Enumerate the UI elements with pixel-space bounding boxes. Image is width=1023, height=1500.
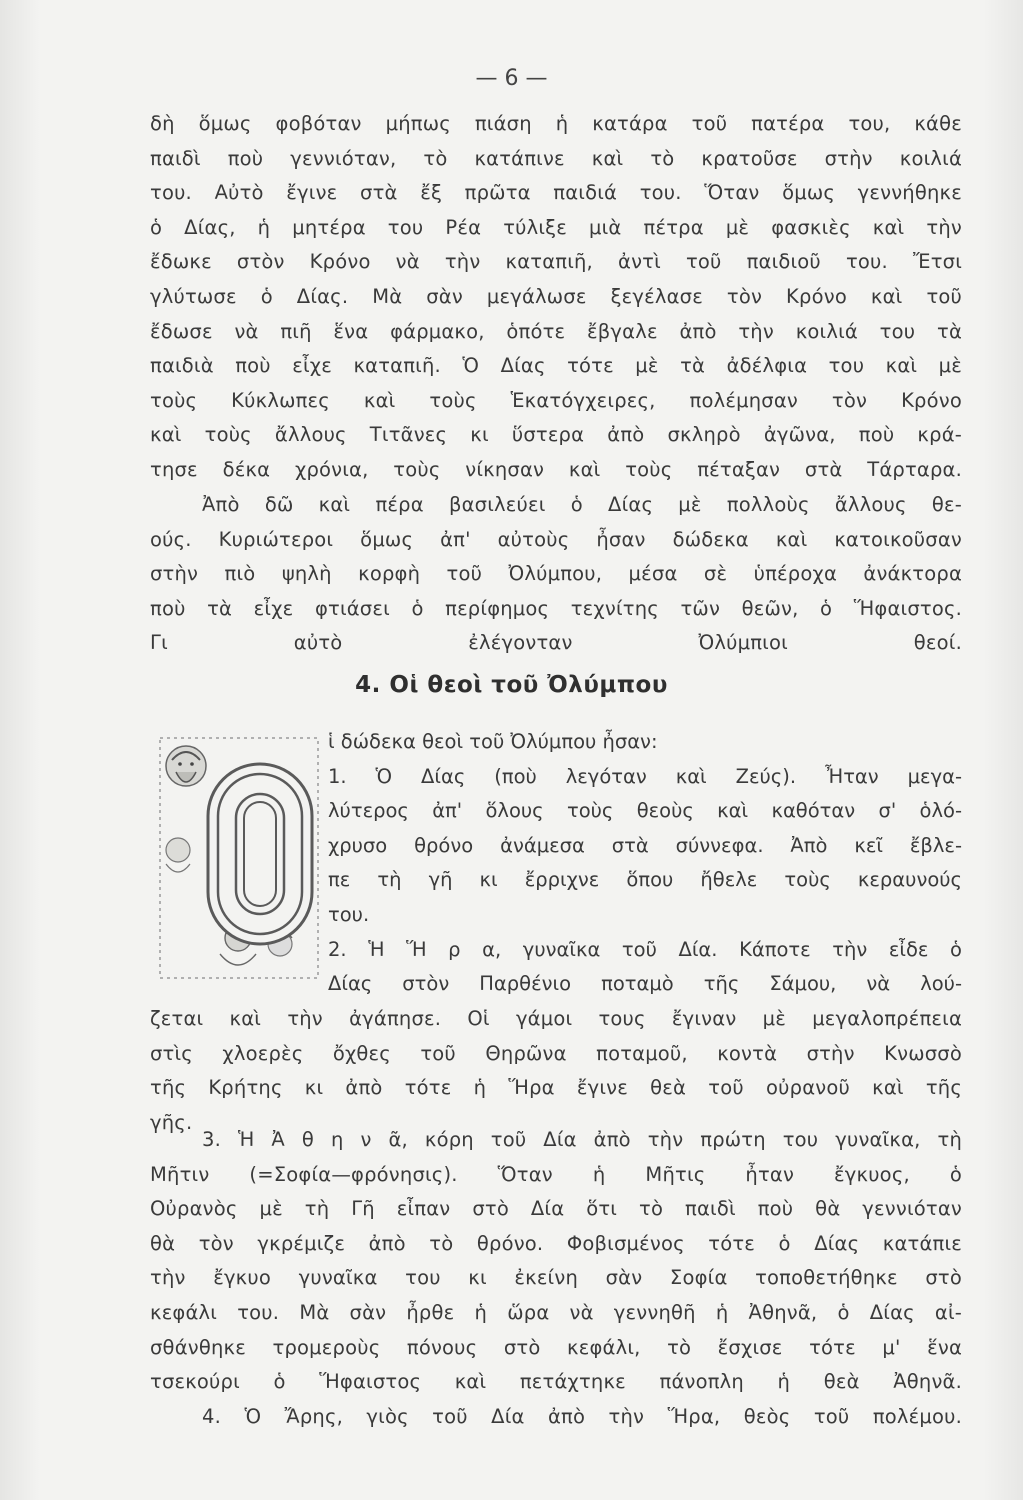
text-line: παιδιὰ ποὺ εἶχε καταπιῆ. Ὁ Δίας τότε μὲ τὰ ἀδέλφια του καὶ μὲ xyxy=(150,354,962,378)
text-line: ούς. Κυριώτεροι ὅμως ἀπ' αὐτοὺς ἦσαν δώδεκα καὶ κατοικοῦσαν xyxy=(150,527,962,551)
text-line: θὰ τὸν γκρέμιζε ἀπὸ τὸ θρόνο. Φοβισμένος τότε ὁ Δίας κατάπιε xyxy=(150,1231,962,1255)
dropcap-text-lines xyxy=(328,725,962,1002)
text-line: Ἀπὸ δῶ καὶ πέρα βασιλεύει ὁ Δίας μὲ πολλοὺς ἄλλους θε- xyxy=(202,493,962,516)
paragraph-5 xyxy=(150,1400,962,1435)
text-line: στὶς χλοερὲς ὄχθες τοῦ Θηρῶνα ποταμοῦ, κοντὰ στὴν Κνωσσὸ xyxy=(150,1041,962,1065)
text-line: τοὺς Κύκλωπες καὶ τοὺς Ἑκατόγχειρες, πολέμησαν τὸν Κρόνο xyxy=(150,388,962,412)
text-line: σθάνθηκε τρομεροὺς πόνους στὸ κεφάλι, τὸ ἔσχισε τότε μ' ἕνα xyxy=(150,1335,962,1359)
text-line: του. Αὐτὸ ἔγινε στὰ ἔξ πρῶτα παιδιά του. Ὅταν ὅμως γεννήθηκε xyxy=(150,181,962,205)
paragraph-1 xyxy=(150,107,962,488)
cherub-figure-icon xyxy=(166,838,190,872)
text-line: ἔδωσε νὰ πιῆ ἕνα φάρμακο, ὁπότε ἔβγαλε ἀπὸ τὴν κοιλιά του τὰ xyxy=(150,319,962,343)
text-line: στὴν πιὸ ψηλὴ κορφὴ τοῦ Ὀλύμπου, μέσα σὲ ὑπέροχα ἀνάκτορα xyxy=(150,562,962,586)
dropcap-letter-o xyxy=(208,764,312,944)
text-line: Γι αὐτὸ ἐλέγονταν Ὀλύμπιοι θεοί. xyxy=(150,631,962,655)
paragraph-3 xyxy=(150,1002,962,1140)
text-line: πε τὴ γῆ κι ἔρριχνε ὅπου ἤθελε τοὺς κεραυνούς xyxy=(328,868,962,892)
text-line: Δίας στὸν Παρθένιο ποταμὸ τῆς Σάμου, νὰ λού- xyxy=(328,972,962,996)
text-line: ἔδωκε στὸν Κρόνο νὰ τὴν καταπιῆ, ἀντὶ τοῦ παιδιοῦ του. Ἔτσι xyxy=(150,250,962,274)
text-line: Οὐρανὸς μὲ τὴ Γῆ εἶπαν στὸ Δία ὅτι τὸ παιδὶ ποὺ θὰ γεννιόταν xyxy=(150,1197,962,1221)
text-line: τησε δέκα χρόνια, τοὺς νίκησαν καὶ τοὺς πέταξαν στὰ Τάρταρα. xyxy=(150,457,962,481)
text-line: ζεται καὶ τὴν ἀγάπησε. Οἱ γάμοι τους ἔγιναν μὲ μεγαλοπρέπεια xyxy=(150,1007,962,1030)
page-number: — 6 — xyxy=(475,66,548,91)
text-line: Μῆτιν (=Σοφία—φρόνησις). Ὅταν ἡ Μῆτις ἦταν ἔγκυος, ὁ xyxy=(150,1162,962,1186)
text-line: του. xyxy=(328,902,370,926)
bearded-god-head-icon xyxy=(166,746,206,786)
text-line: 1. Ὁ Δίας (ποὺ λεγόταν καὶ Ζεύς). Ἦταν μεγα- xyxy=(328,764,962,788)
decorative-dropcap-illustration xyxy=(158,730,320,982)
text-line: γλύτωσε ὁ Δίας. Μὰ σὰν μεγάλωσε ξεγέλασε τὸν Κρόνο καὶ τοῦ xyxy=(150,284,962,308)
text-line: 2. Ἡ Ἥ ρ α, γυναῖκα τοῦ Δία. Κάποτε τὴν εἶδε ὁ xyxy=(328,937,962,961)
paragraph-2 xyxy=(150,488,962,661)
text-line: ἱ δώδεκα θεοὶ τοῦ Ὀλύμπου ἦσαν: xyxy=(328,730,658,753)
text-line: τῆς Κρήτης κι ἀπὸ τότε ἡ Ἥρα ἔγινε θεὰ τοῦ οὐρανοῦ καὶ τῆς xyxy=(150,1076,962,1100)
text-line: παιδὶ ποὺ γεννιόταν, τὸ κατάπινε καὶ τὸ κρατοῦσε στὴν κοιλιά xyxy=(150,146,962,170)
text-line: τσεκούρι ὁ Ἥφαιστος καὶ πετάχτηκε πάνοπλη ἡ θεὰ Ἀθηνᾶ. xyxy=(150,1370,962,1394)
page-edge-shadow-right xyxy=(983,0,1023,1500)
text-line: λύτερος ἀπ' ὅλους τοὺς θεοὺς καὶ καθόταν σ' ὁλό- xyxy=(328,799,962,823)
text-line: τὴν ἔγκυο γυναῖκα του κι ἐκείνη σὰν Σοφία τοποθετήθηκε στὸ xyxy=(150,1266,962,1290)
text-line: ποὺ τὰ εἶχε φτιάσει ὁ περίφημος τεχνίτης τῶν θεῶν, ὁ Ἥφαιστος. xyxy=(150,596,962,620)
text-line: 4. Ὁ Ἄρης, γιὸς τοῦ Δία ἀπὸ τὴν Ἥρα, θεὸς τοῦ πολέμου. xyxy=(202,1405,962,1428)
text-line: κεφάλι του. Μὰ σὰν ἦρθε ἡ ὥρα νὰ γεννηθῆ ἡ Ἀθηνᾶ, ὁ Δίας αἰ- xyxy=(150,1300,962,1324)
text-line: καὶ τοὺς ἄλλους Τιτᾶνες κι ὕστερα ἀπὸ σκληρὸ ἀγῶνα, ποὺ κρά- xyxy=(150,423,962,447)
section-heading: 4. Οἱ θεοὶ τοῦ Ὀλύμπου xyxy=(355,672,668,698)
paragraph-4 xyxy=(150,1123,962,1400)
text-line: γῆς. xyxy=(150,1110,193,1134)
text-line: 3. Ἡ Ἀ θ η ν ᾶ, κόρη τοῦ Δία ἀπὸ τὴν πρώτη του γυναῖκα, τὴ xyxy=(202,1128,962,1151)
text-line: χρυσο θρόνο ἀνάμεσα στὰ σύννεφα. Ἀπὸ κεῖ ἔβλε- xyxy=(328,833,962,857)
text-line: ὁ Δίας, ἡ μητέρα του Ρέα τύλιξε μιὰ πέτρα μὲ φασκιὲς καὶ τὴν xyxy=(150,215,962,239)
text-line: δὴ ὅμως φοβόταν μήπως πιάση ἡ κατάρα τοῦ πατέρα του, κάθε xyxy=(150,112,962,135)
page-edge-shadow-left xyxy=(0,0,40,1500)
